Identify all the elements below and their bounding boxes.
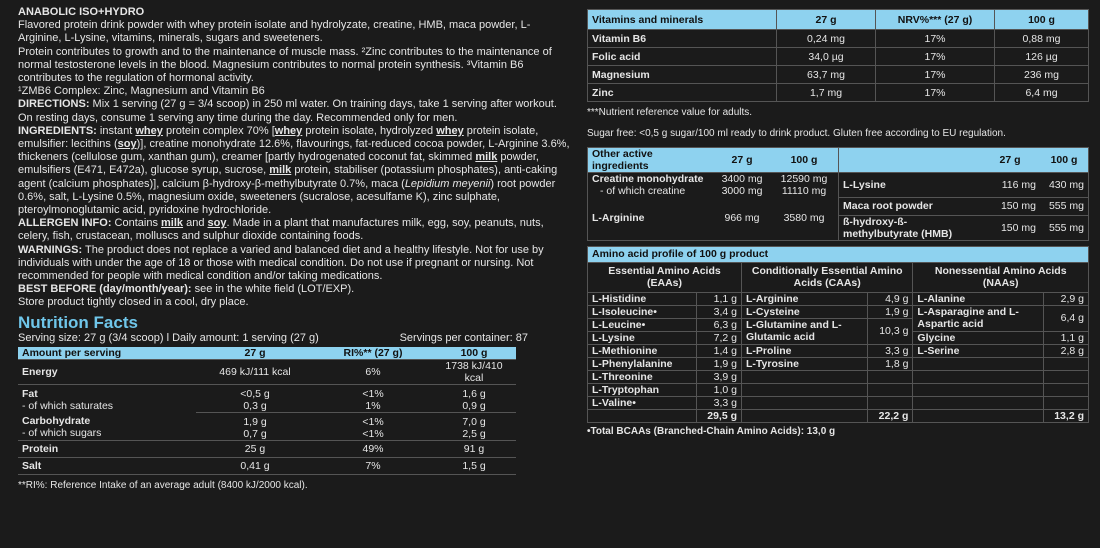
ri-footnote: **RI%: Reference Intake of an average adult (8400 kJ/2000 kcal). (18, 479, 308, 491)
table-row: Protein 25 g 49% 91 g (18, 440, 516, 457)
product-title: ANABOLIC ISO+HYDRO (18, 6, 145, 18)
table-row: Magnesium 63,7 mg 17% 236 mg (588, 66, 1089, 84)
warnings: WARNINGS: The product does not replace a varied and balanced diet and a healthy lifestyle. Not for use by individuals with under the age of 18 or those with medical condition. Do not use if pregnant or nursing. Not recommended for people with medical condition and/or taking medications. (18, 243, 544, 283)
table-row: L-Methionine 1,4 g L-Proline 3,3 g L-Serine 2,8 g (588, 344, 1089, 357)
nutrition-facts-title: Nutrition Facts (18, 312, 138, 332)
ingredients: INGREDIENTS: instant whey protein complex 70% [whey protein isolate, hydrolyzed whey protein isolate, emulsifier: lecithins (soy)], creatine monohydrate 12.6%, flavourings, fat-reduced cocoa powder, L-Arginine 3.6%, thickeners (cellulose gum, xanthan gum), creamer [partly hydrogenated coconut fat, skimmed milk powder, emulsifiers (E471, E472a), glucose syrup, sucrose, milk protein, stabiliser (potassium phosphates), anti-caking agent (calcium phosphates)], calcium β-hydroxy-β-methylbutyrate 0.7%, maca (Lepidium meyenii) root powder 0.6%, salt, L-Lysine 0.5%, magnesium oxide, sweeteners (sucralose, acesulfame K), zinc sulphate, pteroylmonoglutamic acid, pyridoxine hydrochloride. (18, 124, 570, 217)
table-row: ß-hydroxy-ß-methylbutyrate (HMB) 150 mg 555 mg (588, 215, 1089, 240)
table-row: L-Lysine 7,2 g Glycine 1,1 g (588, 331, 1089, 344)
table-header: Essential Amino Acids (EAAs) Conditionally Essential Amino Acids (CAAs) Nonessential Amino Acids (NAAs) (588, 262, 1089, 292)
label-text-column (18, 6, 573, 492)
table-row: Carbohydrate - of which sugars 1,9 g 0,7 g <1% <1% 7,0 g 2,5 g (18, 412, 516, 440)
best-before: BEST BEFORE (day/month/year): see in the white field (LOT/EXP). (18, 283, 355, 296)
table-row: L-Threonine 3,9 g (588, 370, 1089, 383)
health-claims: Protein contributes to growth and to the maintenance of muscle mass. ²Zinc contributes to the maintenance of normal testosterone levels in the blood. Magnesium contributes to normal protein synthesis. ³Vitamin B6 contributes to the regulation of hormonal activity. (18, 45, 552, 85)
table-row: Vitamin B6 0,24 mg 17% 0,88 mg (588, 30, 1089, 48)
table-row: Folic acid 34,0 µg 17% 126 µg (588, 48, 1089, 66)
zmb6-note: ¹ZMB6 Complex: Zinc, Magnesium and Vitamin B6 (18, 85, 265, 98)
serving-info: Serving size: 27 g (3/4 scoop) l Daily amount: 1 serving (27 g) Servings per container: 87 (18, 331, 528, 344)
table-header: Other active ingredients 27 g 100 g 27 g 100 g (588, 148, 1089, 173)
active-ingredients-table (587, 147, 1089, 241)
table-header: Amount per serving 27 g RI%** (27 g) 100 g (18, 347, 516, 360)
totals-row: 29,5 g 22,2 g 13,2 g (588, 409, 1089, 422)
table-row: L-Tryptophan 1,0 g (588, 383, 1089, 396)
allergen-info: ALLERGEN INFO: Contains milk and soy. Made in a plant that manufactures milk, egg, soy, peanuts, nuts, celery, fish, crustacean, molluscs and sulphur dioxide containing foods. (18, 217, 544, 243)
table-row: L-Isoleucine• 3,4 g L-Cysteine 1,9 g L-Asparagine and L-Aspartic acid 6,4 g (588, 305, 1089, 318)
table-row: L-Valine• 3,3 g (588, 396, 1089, 409)
amino-acid-table (587, 246, 1089, 423)
bcaa-total: •Total BCAAs (Branched-Chain Amino Acids): 13,0 g (587, 425, 836, 437)
sugar-free-note: Sugar free: <0,5 g sugar/100 ml ready to drink product. Gluten free according to EU regulation. (587, 128, 1006, 139)
table-row: Zinc 1,7 mg 17% 6,4 mg (588, 84, 1089, 102)
table-row: Creatine monohydrate - of which creatine 3400 mg 3000 mg 12590 mg 11110 mg L-Lysine 116 mg 430 mg (588, 173, 1089, 198)
table-row: Energy 469 kJ/111 kcal 6% 1738 kJ/410 kcal (18, 359, 516, 384)
table-row: L-Leucine• 6,3 g L-Glutamine and L-Glutamic acid 10,3 g (588, 318, 1089, 331)
table-row: L-Arginine 966 mg 3580 mg Maca root powder 150 mg 555 mg (588, 197, 1089, 215)
table-row: L-Phenylalanine 1,9 g L-Tyrosine 1,8 g (588, 357, 1089, 370)
table-header: Vitamins and minerals 27 g NRV%*** (27 g) 100 g (588, 10, 1089, 30)
table-row: Salt 0,41 g 7% 1,5 g (18, 457, 516, 474)
nrv-footnote: ***Nutrient reference value for adults. (587, 107, 753, 118)
storage-note: Store product tightly closed in a cool, dry place. (18, 296, 249, 309)
table-row: Fat - of which saturates <0,5 g 0,3 g <1% 1% 1,6 g 0,9 g (18, 384, 516, 412)
amino-title: Amino acid profile of 100 g product (588, 246, 1089, 262)
table-row: L-Histidine 1,1 g L-Arginine 4,9 g L-Alanine 2,9 g (588, 292, 1089, 305)
product-intro: Flavored protein drink powder with whey protein isolate and hydrolyzate, creatine, HMB, maca powder, L-Arginine, L-Lysine, vitamins, minerals, sugars and sweeteners. (18, 19, 531, 45)
directions: DIRECTIONS: Mix 1 serving (27 g = 3/4 scoop) in 250 ml water. On training days, take 1 serving after workout. On resting days, consume 1 serving any time during the day. Recommended only for men. (18, 98, 557, 124)
right-column (587, 9, 1089, 438)
nutrition-table (18, 347, 516, 475)
vitamins-table (587, 9, 1089, 102)
